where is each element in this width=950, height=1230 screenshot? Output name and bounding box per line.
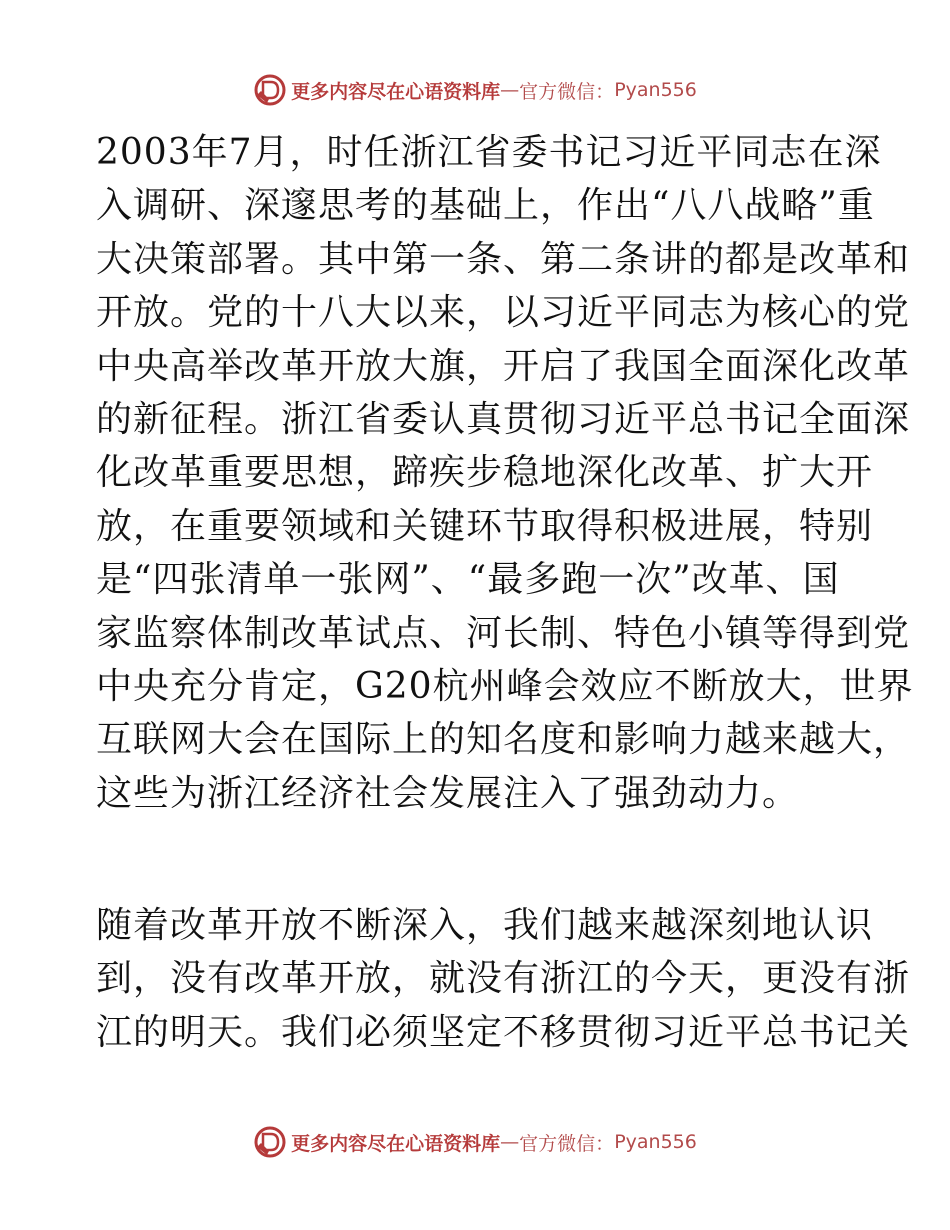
watermark-separator: —	[500, 79, 520, 101]
paragraph-line: 是“四张清单一张网”、“最多跑一次”改革、国	[96, 559, 840, 601]
paragraph-line: 江的明天。我们必须坚定不移贯彻习近平总书记关	[96, 1011, 911, 1053]
body-paragraph-1	[96, 126, 914, 820]
watermark-brand-text: 更多内容尽在心语资料库	[291, 80, 501, 103]
watermark-label: 官方微信：	[519, 1132, 615, 1155]
paragraph-line: 入调研、深邃思考的基础上，作出“八八战略”重	[96, 185, 875, 227]
watermark-brand-text: 更多内容尽在心语资料库	[291, 1132, 501, 1155]
paragraph-line: 家监察体制改革试点、河长制、特色小镇等得到党	[96, 612, 911, 654]
body-paragraph-2	[96, 899, 911, 1059]
paragraph-line: 开放。党的十八大以来，以习近平同志为核心的党	[96, 292, 911, 334]
paragraph-line: 2003年7月，时任浙江省委书记习近平同志在深	[96, 132, 882, 173]
watermark-separator: —	[500, 1131, 520, 1153]
footer-watermark	[0, 1124, 950, 1160]
watermark-account: Pyan556	[614, 1131, 697, 1153]
header-watermark	[0, 72, 950, 108]
paragraph-line: 大决策部署。其中第一条、第二条讲的都是改革和	[96, 238, 911, 280]
paragraph-line: 放，在重要领域和关键环节取得积极进展，特别	[96, 505, 874, 547]
ribbon-d-logo-icon	[253, 73, 287, 107]
watermark-account: Pyan556	[614, 79, 697, 101]
ribbon-d-logo-icon	[253, 1125, 287, 1159]
paragraph-line: 中央高举改革开放大旗，开启了我国全面深化改革	[96, 345, 911, 387]
paragraph-line: 随着改革开放不断深入，我们越来越深刻地认识	[96, 905, 874, 946]
paragraph-line: 到，没有改革开放，就没有浙江的今天，更没有浙	[96, 958, 911, 1000]
paragraph-line: 化改革重要思想，蹄疾步稳地深化改革、扩大开	[96, 452, 874, 494]
watermark-label: 官方微信：	[519, 80, 615, 103]
paragraph-line: 这些为浙江经济社会发展注入了强劲动力。	[96, 772, 800, 814]
paragraph-line: 中央充分肯定，G20杭州峰会效应不断放大，世界	[96, 665, 914, 707]
paragraph-line: 的新征程。浙江省委认真贯彻习近平总书记全面深	[96, 398, 911, 440]
paragraph-line: 互联网大会在国际上的知名度和影响力越来越大，	[96, 719, 911, 761]
